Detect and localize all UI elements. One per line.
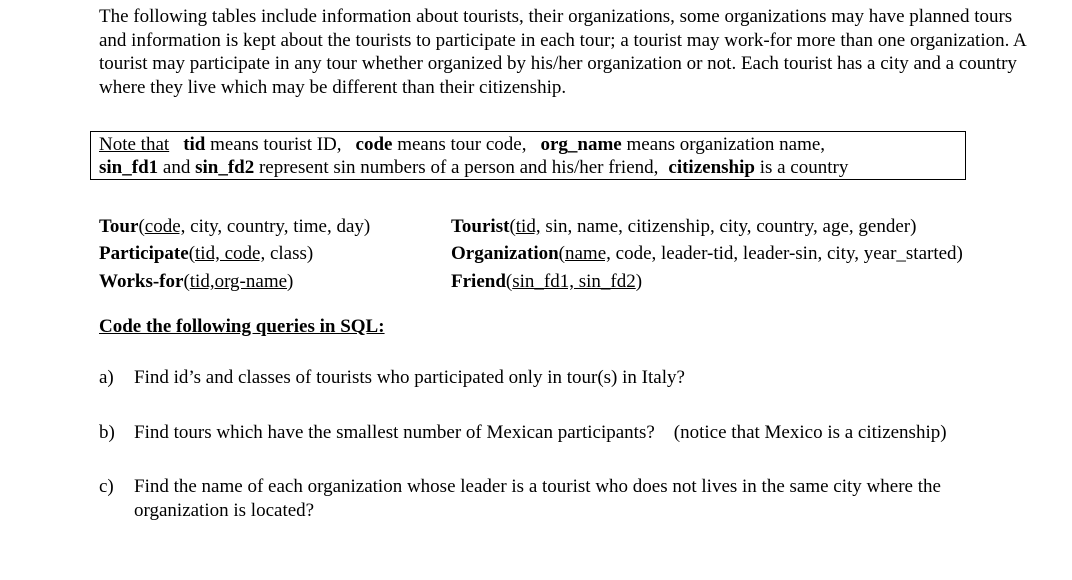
schema-friend-key: sin_fd1, sin_fd2 [512,271,636,292]
schema-friend-open: ( [505,271,513,292]
note-citizenship-term: citizenship [668,157,755,178]
note-box [90,131,966,180]
schema-friend-name: Friend [451,271,506,292]
note-code-desc: means tour code, [397,134,527,155]
schema-tourist-attrs: sin, name, citizenship, city, country, age, gender) [540,216,917,237]
schema-organization-name: Organization [451,243,559,264]
schema-tourist-open: ( [509,216,516,237]
schema-works-for-key: tid,org-name [189,271,288,292]
schema-participate-attrs: class) [265,243,314,264]
intro-paragraph: The following tables include information about tourists, their organizations, some organizations may have planned tours and information is kept about the tourists to participate in each tour; a tourist may work-for more than one organization. A tourist may participate in any tour whether organized by his/her organization or not. Each tourist has a city and a country where they live which may be different than their citizenship. [99,6,1026,98]
schema-works-for-name: Works-for [99,271,184,292]
schema-participate [99,243,313,265]
schema-organization-open: ( [558,243,565,264]
question-c-text: Find the name of each organization whose leader is a tourist who does not lives in the same city where the organization is located? [134,476,941,521]
note-sin2-term: sin_fd2 [195,157,255,178]
schema-works-for [99,271,293,293]
note-orgname-term: org_name [540,134,622,155]
note-sin1-term: sin_fd1 [99,157,159,178]
question-a-letter: a) [99,367,114,388]
question-c-letter: c) [99,476,114,497]
schema-participate-open: ( [188,243,196,264]
schema-works-for-attrs: ) [287,271,294,292]
note-line-1 [99,134,825,156]
schema-tour-attrs: city, country, time, day) [185,216,371,237]
schema-tour [99,216,370,238]
schema-organization [451,243,963,265]
schema-tourist [451,216,916,238]
schema-organization-attrs: code, leader-tid, leader-sin, city, year_started) [610,243,963,264]
schema-friend [451,271,642,293]
schema-tour-key: code, [144,216,186,237]
schema-works-for-open: ( [183,271,190,292]
schema-participate-key: tid, code, [195,243,266,264]
note-and: and [162,157,191,178]
note-code-term: code [355,134,393,155]
question-a-text: Find id’s and classes of tourists who participated only in tour(s) in Italy? [134,367,685,388]
note-tid-term: tid [183,134,206,155]
schema-organization-key: name, [565,243,611,264]
note-line-2 [99,157,848,179]
schema-participate-name: Participate [99,243,189,264]
schema-tour-open: ( [138,216,145,237]
note-sin-desc: represent sin numbers of a person and his/her friend, [258,157,659,178]
schema-tour-name: Tour [99,216,139,237]
question-b-letter: b) [99,422,115,443]
note-prefix: Note that [99,134,170,155]
schema-friend-attrs: ) [635,271,643,292]
schema-tourist-key: tid, [515,216,541,237]
note-orgname-desc: means organization name, [626,134,826,155]
queries-heading: Code the following queries in SQL: [99,316,385,337]
note-citizenship-desc: is a country [759,157,849,178]
schema-tourist-name: Tourist [451,216,510,237]
note-tid-desc: means tourist ID, [210,134,342,155]
question-b-text: Find tours which have the smallest number of Mexican participants? (notice that Mexico is a citizenship) [134,422,947,443]
